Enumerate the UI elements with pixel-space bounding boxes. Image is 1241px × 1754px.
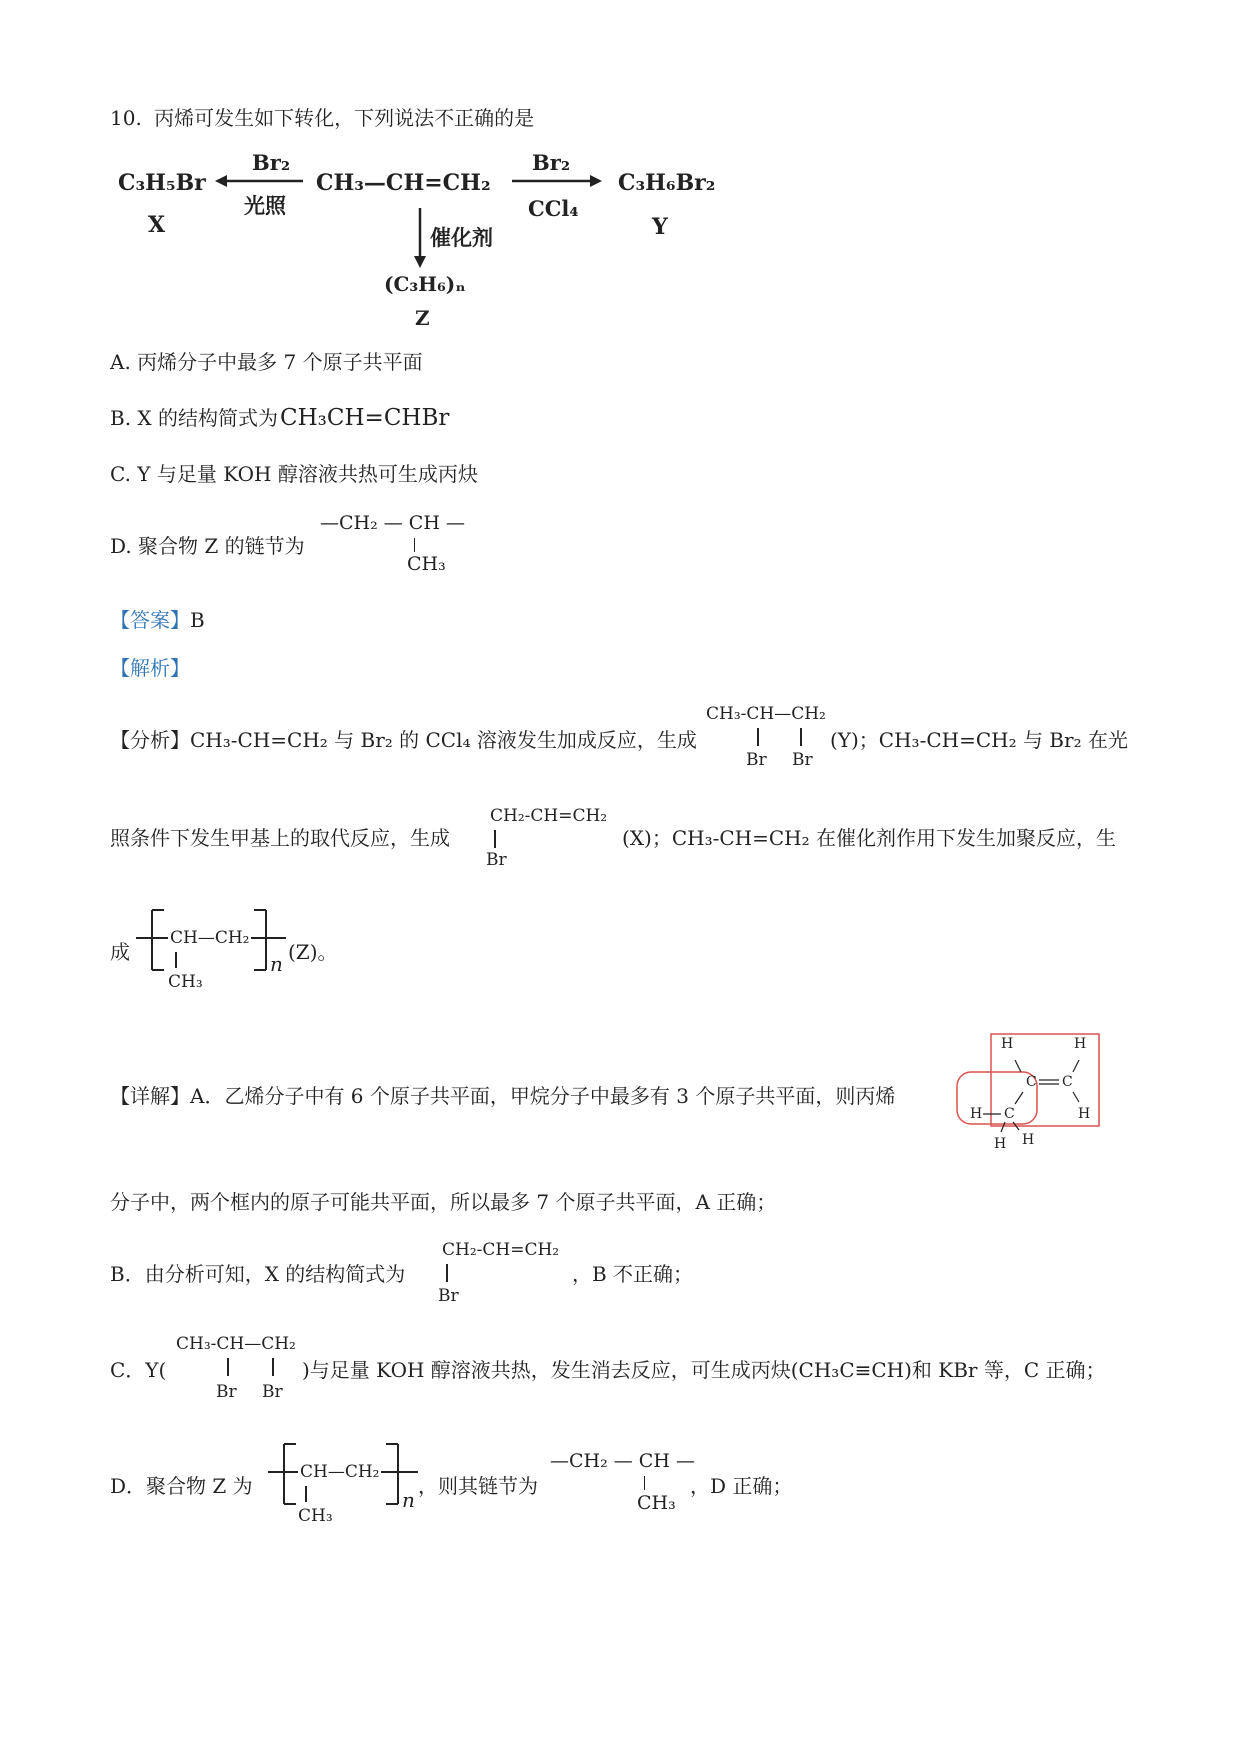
branch-bond — [414, 538, 415, 552]
zd-branch — [305, 1486, 307, 1502]
z-label: Z — [415, 306, 430, 330]
option-b — [110, 406, 449, 430]
zd-ch3: CH₃ — [298, 1506, 333, 1526]
yc-chain: CH₃-CH—CH₂ — [176, 1334, 296, 1354]
branch-ch3: CH₃ — [407, 553, 446, 575]
detail-c2: )与足量 KOH 醇溶液共热，发生消去反应，可生成丙炔(CH₃C≡CH)和 KBr 等，C 正确； — [302, 1358, 1106, 1382]
yc-br-2: Br — [262, 1382, 283, 1402]
yc-bond-2 — [272, 1358, 274, 1376]
option-b-formula: CH₃CH=CHBr — [280, 405, 450, 431]
option-a: A. 丙烯分子中最多 7 个原子共平面 — [110, 350, 423, 374]
dd-branch — [644, 1476, 645, 1490]
detail-d3: ，D 正确； — [690, 1474, 793, 1498]
option-d: D. 聚合物 Z 的链节为 — [110, 534, 305, 558]
detail-b1: B．由分析可知，X 的结构简式为 — [110, 1262, 406, 1286]
analysis-p2a: 照条件下发生甲基上的取代反应，生成 — [110, 826, 450, 850]
chain-unit: —CH₂ — CH — — [320, 512, 465, 534]
atom-h-3: H — [1078, 1106, 1091, 1122]
analysis-p3b: (Z)。 — [288, 940, 338, 964]
y-chain: CH₃-CH—CH₂ — [706, 704, 826, 724]
right-arrow — [512, 175, 602, 187]
down-condition: 催化剂 — [430, 225, 493, 250]
y-label: Y — [652, 214, 668, 240]
y-bond-2 — [800, 728, 802, 746]
x-chain: CH₂-CH=CH₂ — [490, 806, 608, 826]
dd-ch3: CH₃ — [637, 1492, 676, 1514]
left-condition: 光照 — [244, 193, 286, 218]
center-formula: CH₃—CH=CH₂ — [316, 170, 491, 196]
x-label: X — [148, 212, 166, 238]
z-n: n — [270, 952, 283, 976]
answer-value: B — [190, 608, 205, 632]
question-number: 10. — [110, 106, 142, 130]
down-arrow — [414, 208, 426, 268]
x-br: Br — [486, 850, 507, 870]
detail-a-line-2: 分子中，两个框内的原子可能共平面，所以最多 7 个原子共平面，A 正确； — [110, 1190, 777, 1214]
analysis-p1b: (Y)；CH₃-CH=CH₂ 与 Br₂ 在光 — [830, 728, 1128, 752]
left-reagent: Br₂ — [252, 150, 291, 175]
xb-bond — [446, 1264, 448, 1282]
option-b-text: B. X 的结构简式为 — [110, 406, 279, 430]
detail-a-line-1 — [110, 1084, 895, 1108]
detail-a1: A．乙烯分子中有 6 个原子共平面，甲烷分子中最多有 3 个原子共平面，则丙烯 — [190, 1084, 896, 1108]
atom-h-4: H — [970, 1106, 983, 1122]
answer — [110, 608, 205, 632]
z-ch3: CH₃ — [168, 972, 203, 992]
yc-bond-1 — [227, 1358, 229, 1376]
question-stem — [110, 106, 534, 130]
atom-c-3: C — [1004, 1106, 1015, 1122]
dd-chain: —CH₂ — CH — — [550, 1450, 695, 1472]
analysis-p1a: CH₃-CH=CH₂ 与 Br₂ 的 CCl₄ 溶液发生加成反应，生成 — [190, 728, 697, 752]
zd-n: n — [402, 1488, 415, 1512]
y-br-1: Br — [746, 750, 767, 770]
analysis-p2b: (X)；CH₃-CH=CH₂ 在催化剂作用下发生加聚反应，生 — [622, 826, 1116, 850]
analysis-p3a: 成 — [110, 940, 130, 964]
question-text: 丙烯可发生如下转化，下列说法不正确的是 — [154, 106, 535, 130]
right-condition: CCl₄ — [528, 196, 579, 221]
detail-d1: D．聚合物 Z 为 — [110, 1474, 253, 1498]
y-bond-1 — [757, 728, 759, 746]
y-formula: C₃H₆Br₂ — [618, 170, 716, 196]
atom-c-1: C — [1026, 1074, 1037, 1090]
xb-br: Br — [438, 1286, 459, 1306]
right-reagent: Br₂ — [532, 150, 571, 175]
atom-h-5: H — [994, 1136, 1007, 1152]
detail-label: 【详解】 — [110, 1084, 190, 1108]
z-branch — [175, 952, 177, 968]
y-br-2: Br — [792, 750, 813, 770]
yc-br-1: Br — [216, 1382, 237, 1402]
detail-b2: ，B 不正确； — [572, 1262, 694, 1286]
analysis-label: 【分析】 — [110, 728, 190, 752]
explanation-label: 【解析】 — [110, 656, 190, 680]
atom-h-6: H — [1022, 1132, 1035, 1148]
z-formula: (C₃H₆)ₙ — [384, 272, 466, 296]
atom-h-2: H — [1074, 1036, 1087, 1052]
detail-d2: ，则其链节为 — [418, 1474, 538, 1498]
zd-main: CH—CH₂ — [300, 1462, 380, 1482]
answer-label: 【答案】 — [110, 608, 190, 632]
left-arrow — [215, 175, 305, 187]
detail-c1: C．Y( — [110, 1358, 167, 1382]
atom-c-2: C — [1062, 1074, 1073, 1090]
x-bond — [494, 830, 496, 848]
atom-h-1: H — [1001, 1036, 1014, 1052]
analysis-line-1 — [110, 728, 697, 752]
x-formula: C₃H₅Br — [118, 170, 206, 196]
option-c: C. Y 与足量 KOH 醇溶液共热可生成丙炔 — [110, 462, 478, 486]
xb-chain: CH₂-CH=CH₂ — [442, 1240, 560, 1260]
z-main: CH—CH₂ — [170, 928, 250, 948]
